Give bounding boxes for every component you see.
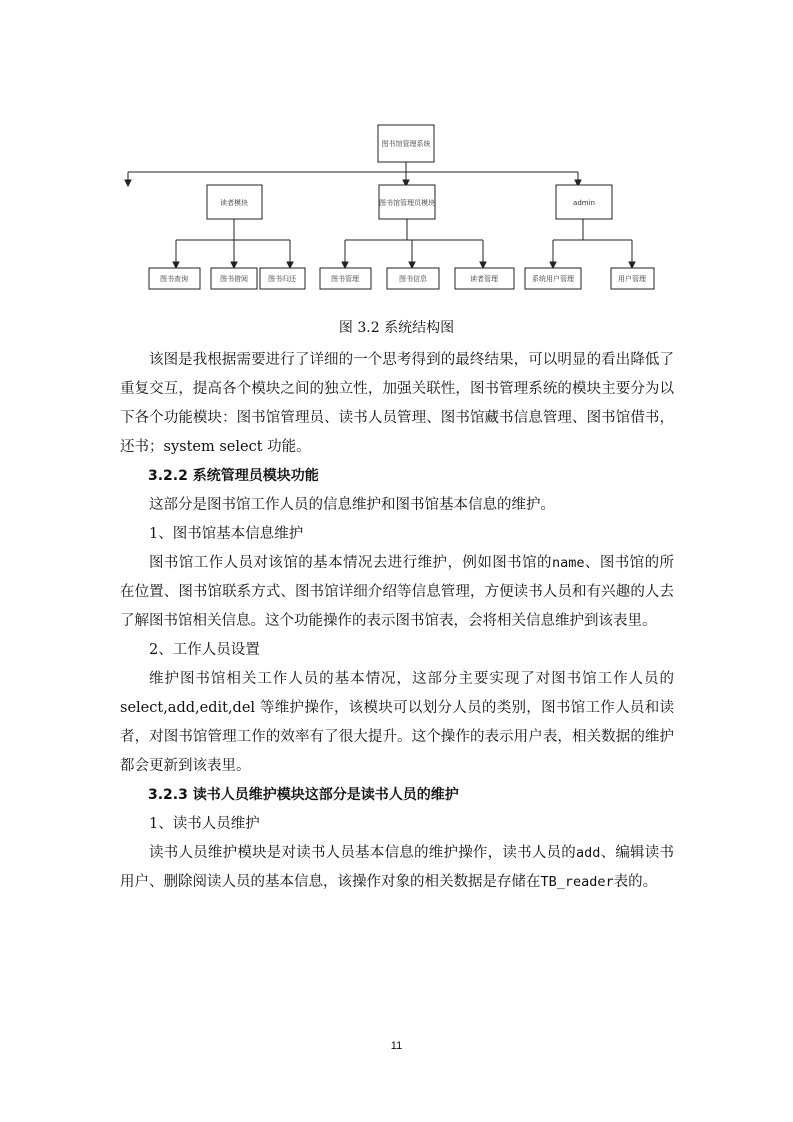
paragraph-reader-item-1: 1、读书人员维护 — [149, 816, 260, 832]
paragraph-reader-maintenance — [120, 839, 674, 897]
text-run: 读书人员维护模块是对读书人员基本信息的维护操作，读书人员的 — [149, 845, 576, 861]
section-heading-3-2-3: 3.2.3 读书人员维护模块这部分是读书人员的维护 — [148, 787, 459, 803]
l1-node-label-2: admin — [573, 199, 595, 207]
paragraph-staff-settings: 维护图书馆相关工作人员的基本情况，这部分主要实现了对图书馆工作人员的 select,add,edit,del 等维护操作，该模块可以划分人员的类别，图书馆工作人员和读者，对图书馆管理工作的效率有了很大提升。这个操作的表示用户表，相关数据的维护都会更新到该表里。 — [120, 671, 674, 774]
system-structure-diagram — [120, 108, 680, 308]
code-name: name — [551, 555, 585, 571]
body-text — [120, 346, 674, 897]
paragraph-item-1: 1、图书馆基本信息维护 — [149, 526, 304, 542]
page-number: 11 — [390, 1040, 403, 1052]
code-tb-reader: TB_reader — [540, 874, 614, 890]
figure-caption: 图 3.2 系统结构图 — [338, 320, 455, 336]
l1-node-label-1: 图书馆管理员模块 — [379, 199, 435, 207]
l2-node-label-7: 用户管理 — [618, 275, 646, 283]
paragraph-item-2: 2、工作人员设置 — [149, 642, 260, 658]
paragraph-summary: 该图是我根据需要进行了详细的一个思考得到的最终结果，可以明显的看出降低了重复交互，提高各个模块之间的独立性，加强关联性，图书管理系统的模块主要分为以下各个功能模块：图书馆管理员、读书人员管理、图书馆藏书信息管理、图书馆借书，还书；system select 功能。 — [120, 352, 674, 455]
section-heading-3-2-2: 3.2.2 系统管理员模块功能 — [148, 468, 319, 484]
text-run: 图书馆工作人员对该馆的基本情况去进行维护，例如图书馆的 — [149, 555, 552, 571]
l2-node-label-5: 读者管理 — [470, 275, 498, 283]
text-run: 、图书馆的所在位置、图书馆联系方式、图书馆详细介绍等信息管理，方便读书人员和有兴趣的人去了解图书馆相关信息。这个功能操作的表示图书馆表，会将相关信息维护到该表里。 — [120, 555, 675, 629]
l2-node-label-6: 系统用户管理 — [532, 275, 574, 283]
text-run: 表的。 — [613, 874, 658, 890]
paragraph-admin-intro: 这部分是图书馆工作人员的信息维护和图书馆基本信息的维护。 — [149, 497, 555, 513]
l1-node-label-0: 读者模块 — [220, 199, 248, 207]
l2-node-label-2: 图书归还 — [268, 275, 296, 283]
paragraph-library-info — [120, 549, 674, 636]
l2-node-label-3: 图书管理 — [331, 275, 359, 283]
code-add: add — [576, 845, 601, 861]
l2-node-label-0: 图书查询 — [160, 275, 188, 283]
root-node-label: 图书馆管理系统 — [381, 140, 431, 148]
l2-node-label-4: 图书信息 — [399, 275, 427, 283]
text-run: 、编辑读书用户、删除阅读人员的基本信息，该操作对象的相关数据是存储在 — [120, 845, 675, 890]
l2-node-label-1: 图书借阅 — [220, 275, 248, 283]
